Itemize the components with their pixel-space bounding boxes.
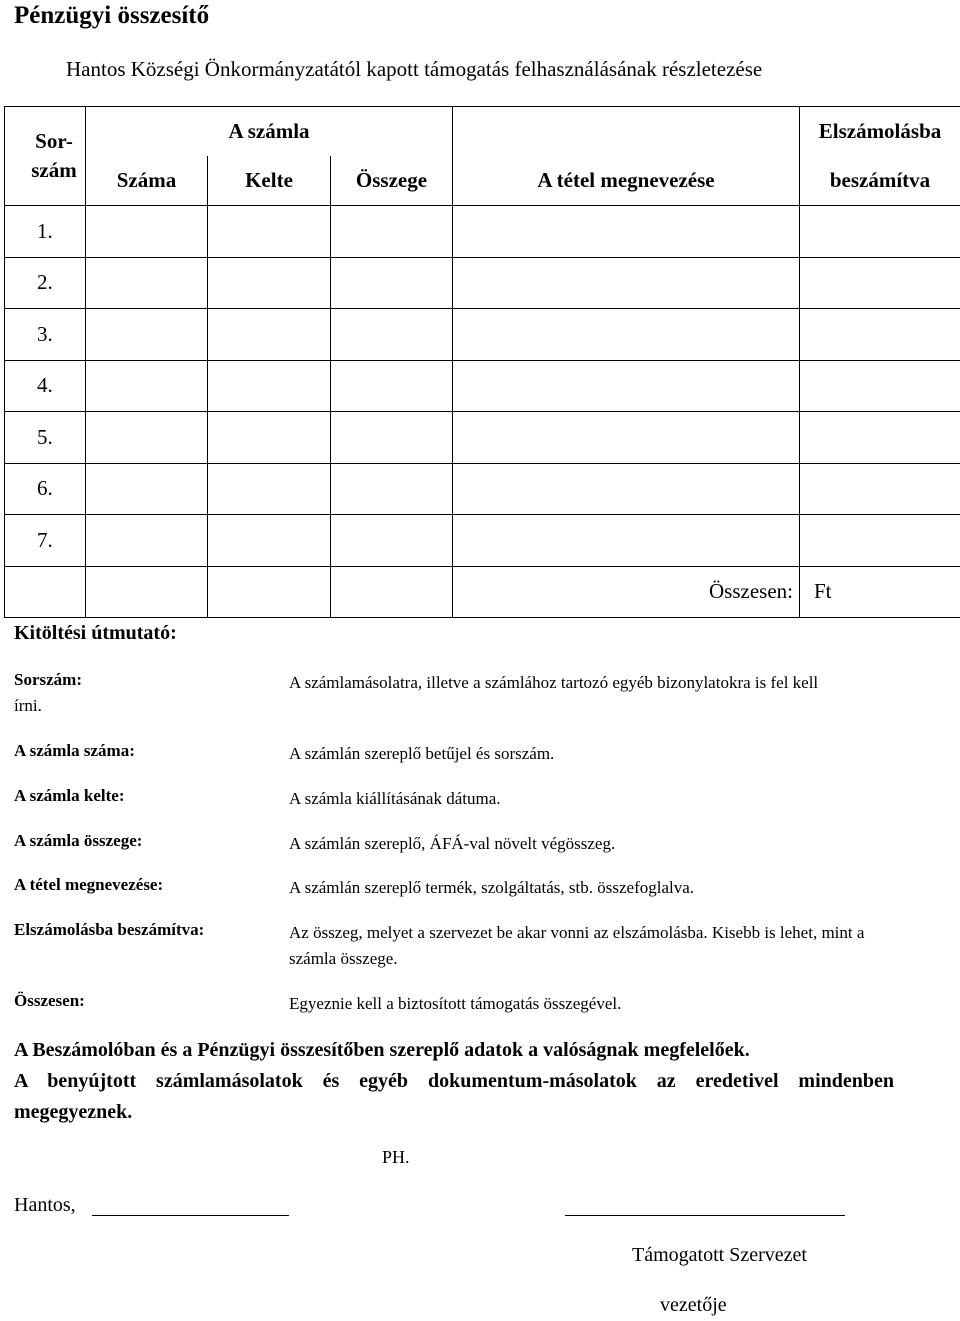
cell-osszege[interactable] <box>331 515 453 567</box>
cell-elszamolas[interactable] <box>800 412 960 464</box>
cell-tetel[interactable] <box>453 257 800 309</box>
row-number: 5. <box>5 412 86 464</box>
guide-label-osszesen: Összesen: <box>14 991 85 1010</box>
row-number: 2. <box>5 257 86 309</box>
szamla-group-header: A számla <box>86 107 453 156</box>
cell-kelte[interactable] <box>208 206 331 258</box>
cell-szama[interactable] <box>86 257 208 309</box>
col-szama-header: Száma <box>86 156 208 206</box>
cell-szama[interactable] <box>86 412 208 464</box>
sorszam-header <box>5 107 86 206</box>
cell-osszege[interactable] <box>331 257 453 309</box>
total-blank <box>331 566 453 618</box>
table-row <box>5 309 960 361</box>
cell-osszege[interactable] <box>331 360 453 412</box>
cell-osszege[interactable] <box>331 206 453 258</box>
place-label: Hantos, <box>14 1194 76 1216</box>
guide-label-osszege: A számla összege: <box>14 831 143 850</box>
guide-text-osszege: A számlán szereplő, ÁFÁ-val növelt végösszeg. <box>289 834 616 853</box>
total-row <box>5 566 960 618</box>
guide-text-osszesen: Egyeznie kell a biztosított támogatás összegével. <box>289 994 622 1013</box>
total-amount-cell[interactable] <box>800 566 960 618</box>
row-number: 3. <box>5 309 86 361</box>
cell-tetel[interactable] <box>453 515 800 567</box>
cell-elszamolas[interactable] <box>800 360 960 412</box>
guide-label-szama: A számla száma: <box>14 741 135 760</box>
cell-szama[interactable] <box>86 515 208 567</box>
table-row <box>5 412 960 464</box>
cell-kelte[interactable] <box>208 515 331 567</box>
table-row <box>5 206 960 258</box>
guide-label-sorszam: Sorszám: <box>14 670 82 689</box>
table-row <box>5 257 960 309</box>
elszamolas-header-line1: Elszámolásba <box>800 107 960 156</box>
cell-kelte[interactable] <box>208 360 331 412</box>
signature-line[interactable] <box>565 1215 845 1216</box>
guide-text-tetel: A számlán szereplő termék, szolgáltatás, stb. összefoglalva. <box>289 878 695 897</box>
cell-osszege[interactable] <box>331 309 453 361</box>
col-kelte-header: Kelte <box>208 156 331 206</box>
guide-label-kelte: A számla kelte: <box>14 786 125 805</box>
sorszam-header-line2: szám <box>31 158 77 182</box>
total-blank <box>208 566 331 618</box>
table-row <box>5 360 960 412</box>
cell-szama[interactable] <box>86 463 208 515</box>
total-unit: Ft <box>814 579 832 604</box>
cell-kelte[interactable] <box>208 309 331 361</box>
cell-osszege[interactable] <box>331 412 453 464</box>
cell-szama[interactable] <box>86 360 208 412</box>
total-blank <box>5 566 86 618</box>
col-tetel-header: A tétel megnevezése <box>453 156 800 206</box>
cell-osszege[interactable] <box>331 463 453 515</box>
cell-tetel[interactable] <box>453 463 800 515</box>
guide-text-elszamolas: Az összeg, melyet a szervezet be akar vonni az elszámolásba. Kisebb is lehet, mint a számla összege. <box>289 923 865 968</box>
declaration <box>14 1035 894 1128</box>
table-row <box>5 515 960 567</box>
guide-text-sorszam-continued: írni. <box>14 696 42 715</box>
page-subtitle: Hantos Községi Önkormányzatától kapott támogatás felhasználásának részletezése <box>66 57 763 81</box>
financial-summary-table <box>4 106 960 618</box>
guide-title: Kitöltési útmutató: <box>14 622 177 644</box>
total-blank <box>86 566 208 618</box>
ph-stamp-label: PH. <box>382 1147 410 1167</box>
sorszam-header-line1: Sor- <box>35 129 73 153</box>
cell-kelte[interactable] <box>208 257 331 309</box>
cell-elszamolas[interactable] <box>800 206 960 258</box>
guide-label-elszamolas: Elszámolásba beszámítva: <box>14 920 205 939</box>
row-number: 1. <box>5 206 86 258</box>
guide-text-sorszam: A számlamásolatra, illetve a számlához tartozó egyéb bizonylatokra is fel kell <box>289 673 819 692</box>
tetel-header-top <box>453 107 800 156</box>
row-number: 7. <box>5 515 86 567</box>
table-row <box>5 463 960 515</box>
cell-tetel[interactable] <box>453 206 800 258</box>
declaration-line1: A Beszámolóban és a Pénzügyi összesítőben szereplő adatok a valóságnak megfelelőek. <box>14 1039 750 1061</box>
cell-elszamolas[interactable] <box>800 257 960 309</box>
row-number: 4. <box>5 360 86 412</box>
cell-tetel[interactable] <box>453 412 800 464</box>
declaration-line2: A benyújtott számlamásolatok és egyéb dokumentum-másolatok az eredetivel mindenben megegyeznek. <box>14 1070 894 1123</box>
cell-elszamolas[interactable] <box>800 515 960 567</box>
cell-kelte[interactable] <box>208 463 331 515</box>
total-label: Összesen: <box>453 566 800 618</box>
row-number: 6. <box>5 463 86 515</box>
cell-elszamolas[interactable] <box>800 463 960 515</box>
cell-tetel[interactable] <box>453 309 800 361</box>
guide-label-tetel: A tétel megnevezése: <box>14 875 164 894</box>
col-osszege-header: Összege <box>331 156 453 206</box>
cell-szama[interactable] <box>86 309 208 361</box>
cell-szama[interactable] <box>86 206 208 258</box>
signer-role-line1: Támogatott Szervezet <box>632 1244 807 1266</box>
elszamolas-header-line2: beszámítva <box>800 156 960 206</box>
cell-elszamolas[interactable] <box>800 309 960 361</box>
page-title: Pénzügyi összesítő <box>14 2 210 29</box>
guide-text-kelte: A számla kiállításának dátuma. <box>289 789 501 808</box>
signer-role-line2: vezetője <box>660 1294 727 1316</box>
cell-tetel[interactable] <box>453 360 800 412</box>
date-line[interactable] <box>92 1215 289 1216</box>
cell-kelte[interactable] <box>208 412 331 464</box>
guide-text-szama: A számlán szereplő betűjel és sorszám. <box>289 744 555 763</box>
